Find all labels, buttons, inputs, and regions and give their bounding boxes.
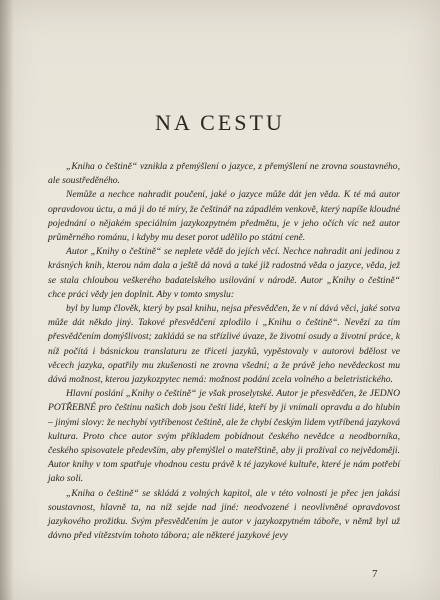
- paragraph: „Kniha o češtině“ se skládá z volných kapitol, ale v této volnosti je přec jen jakási soustavnost, hlavně ta, na níž sejde nad jiné: neodvozené i neovlivněné opravdovost jazykového prožitku. Svým přesvědčením je autor v jazykozpytném táboře, v němž byl už dávno před vítězstvím tohoto tábora; ale některé jazykové jevy: [48, 487, 400, 542]
- body-text: [48, 160, 400, 543]
- chapter-title: NA CESTU: [155, 110, 285, 135]
- paragraph: Autor „Knihy o češtině“ se neplete vědě do jejích věcí. Nechce nahradit ani jedinou z krásných knih, kterou nám dala a ještě dá nová a také již radostná věda o jazyce, věda, jež se stala chloubou veškerého badatelského usilování v národě. Autor „Knihy o češtině“ chce práci vědy jen doplnit. Aby v tomto smyslu:: [48, 246, 400, 300]
- paragraph: Nemůže a nechce nahradit poučení, jaké o jazyce může dát jen věda. K té má autor opravdovou úctu, a má ji do té míry, že češtinář na západlém venkově, který napíše kloudné pojednání o nějakém speciálním jazykozpytném předmětu, je v jeho očích víc než autor průměrného románu, i kdyby mu deset porot udělilo po státní ceně.: [48, 189, 400, 244]
- paragraph: Hlavní poslání „Knihy o češtině“ je však proselytské. Autor je přesvědčen, že JEDNO POTŘEBNÉ pro češtinu našich dob jsou čeští lidé, kteří by ji vnímali opravdu a do hlubin – jinými slovy: že nechybí vytříbenost češtině, ale že chybí českým lidem vytříbená jazyková kultura. Proto chce autor svým příkladem pobídnout českého nevědce a neodborníka, českého spisovatele především, aby přemýšlel o mateřštině, aby ji prožíval co nejvědoměji. Autor knihy v tom spatřuje vhodnou cestu právě k té jazykové kultuře, které je nám potřebí jako soli.: [48, 388, 400, 485]
- page-number: 7: [372, 568, 378, 580]
- paragraph: „Kniha o češtině“ vznikla z přemýšlení o jazyce, z přemýšlení ne zrovna soustavného, ale soustředěného.: [48, 161, 400, 187]
- paragraph: byl by lump člověk, který by psal knihu, nejsa přesvědčen, že v ní dává věci, jaké sotva může dát někdo jiný. Takové přesvědčení zplodilo i „Knihu o češtině“. Nevězí za tím přesvědčením domýšlivost; zakládá se na střízlivé úvaze, že životní osudy a životní práce, k níž počítá i básnickou translaturu ze třiceti jazyků, vypěstovaly v autorovi bdělost ve věcech jazyka, opatřily mu zkušenosti ne zrovna všední; a že právě jeho nevědeckost mu dává možnost, kterou jazykozpytec nemá: možnost podání zcela volného a beletristického.: [48, 303, 400, 386]
- gutter-shadow: [0, 0, 14, 600]
